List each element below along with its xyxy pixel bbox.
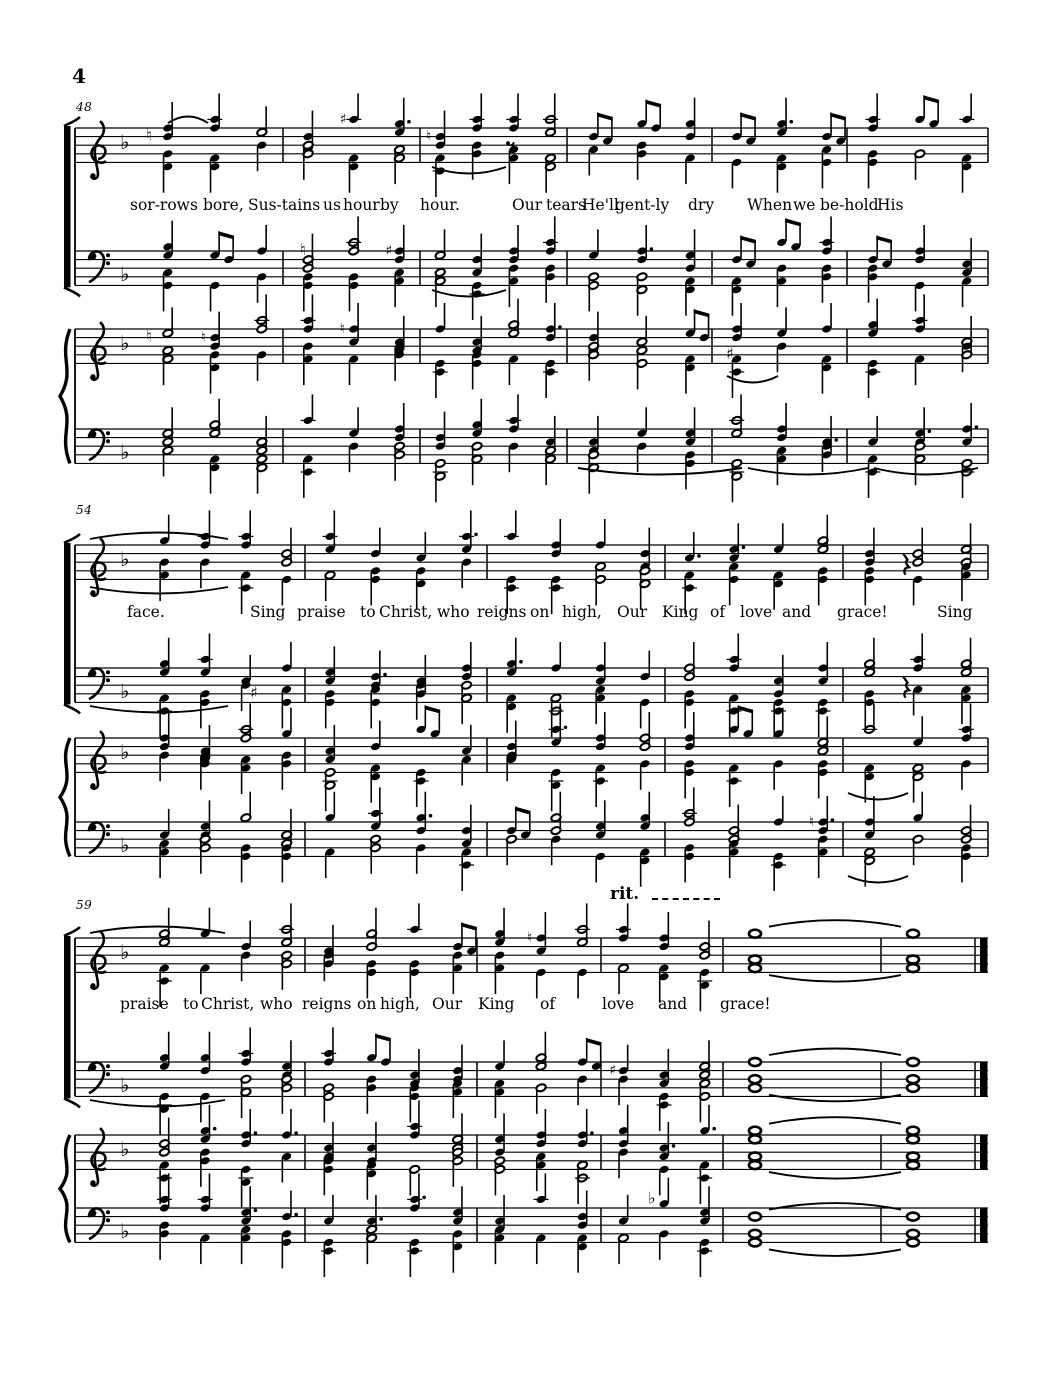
- svg-text:♭: ♭: [120, 1137, 130, 1162]
- page-number: 4: [72, 64, 86, 88]
- lyric-syllable: us: [323, 196, 341, 214]
- lyric-syllable: grace!: [837, 603, 888, 621]
- lyric-syllable: love: [740, 603, 773, 621]
- lyric-syllable: love: [602, 995, 635, 1013]
- lyric-syllable: of: [710, 603, 726, 621]
- lyric-syllable: of: [540, 995, 556, 1013]
- lyric-syllable: by: [380, 196, 399, 214]
- lyric-syllable: reigns: [477, 603, 527, 621]
- svg-text:♮: ♮: [426, 128, 432, 145]
- svg-text:♭: ♭: [120, 832, 130, 857]
- svg-text:♭: ♭: [120, 740, 130, 765]
- system-3-notation: [60, 903, 988, 1277]
- lyric-syllable: we: [793, 196, 816, 214]
- lyric-syllable: bore,: [203, 196, 244, 214]
- svg-text:♮: ♮: [200, 329, 206, 346]
- svg-text:♭: ♭: [120, 331, 130, 356]
- svg-text:♭: ♭: [648, 1188, 656, 1208]
- svg-text:♯: ♯: [339, 111, 347, 128]
- system-1-notation: [60, 93, 988, 502]
- lyric-syllable: dry: [688, 196, 715, 214]
- lyric-syllable: His: [877, 196, 904, 214]
- lyric-syllable: face.: [127, 603, 165, 621]
- lyric-syllable: King: [662, 603, 699, 621]
- lyric-syllable: on: [530, 603, 550, 621]
- svg-text:♯: ♯: [609, 1062, 617, 1079]
- lyric-syllable: who: [260, 995, 293, 1013]
- lyric-syllable: high,: [562, 603, 602, 621]
- svg-text:♭: ♭: [120, 678, 130, 703]
- svg-text:♮: ♮: [300, 240, 306, 259]
- lyric-syllable: Our: [432, 995, 463, 1013]
- svg-text:♮: ♮: [339, 321, 345, 337]
- lyric-syllable: to: [360, 603, 376, 621]
- lyric-syllable: King: [478, 995, 515, 1013]
- lyric-syllable: high,: [380, 995, 420, 1013]
- lyric-syllable: be-hold: [820, 196, 879, 214]
- measure-number-system-2: 54: [76, 503, 93, 517]
- lyric-syllable: When: [747, 196, 793, 214]
- svg-text:♭: ♭: [120, 1072, 130, 1097]
- svg-text:♭: ♭: [120, 130, 130, 155]
- svg-text:♭: ♭: [120, 547, 130, 572]
- measure-number-system-3: 59: [76, 898, 93, 912]
- svg-text:♭: ♭: [120, 439, 130, 464]
- svg-text:♭: ♭: [120, 1218, 130, 1243]
- lyric-syllable: on: [357, 995, 377, 1013]
- svg-text:♭: ♭: [120, 940, 130, 965]
- lyric-syllable: who: [437, 603, 470, 621]
- svg-text:♯: ♯: [726, 343, 734, 363]
- lyric-syllable: Sing: [250, 603, 286, 621]
- lyric-syllable: Christ,: [201, 995, 255, 1013]
- lyric-syllable: Sing: [937, 603, 973, 621]
- svg-text:♮: ♮: [146, 125, 152, 145]
- lyric-syllable: Our: [512, 196, 543, 214]
- lyric-syllable: praise: [120, 995, 169, 1013]
- lyric-syllable: tears: [546, 196, 587, 214]
- svg-text:♯: ♯: [250, 682, 258, 702]
- svg-text:♮: ♮: [146, 326, 152, 346]
- svg-text:♯: ♯: [385, 243, 393, 259]
- lyric-syllable: Sus-tains: [248, 196, 321, 214]
- lyric-syllable: grace!: [720, 995, 771, 1013]
- lyric-syllable: and: [658, 995, 688, 1013]
- lyric-syllable: hour: [343, 196, 380, 214]
- measure-number-system-1: 48: [76, 100, 93, 114]
- lyric-syllable: He'll: [582, 196, 619, 214]
- svg-text:♮: ♮: [808, 814, 814, 830]
- lyric-syllable: Christ,: [379, 603, 433, 621]
- svg-text:♮: ♮: [527, 930, 533, 946]
- lyric-syllable: and: [782, 603, 812, 621]
- lyric-syllable: sor-rows: [130, 196, 198, 214]
- lyric-syllable: to: [183, 995, 199, 1013]
- system-2-notation: [60, 510, 988, 891]
- ritardando-marking: rit.: [610, 884, 640, 904]
- svg-text:♭: ♭: [120, 261, 130, 286]
- lyric-syllable: reigns: [302, 995, 352, 1013]
- lyric-syllable: praise: [297, 603, 346, 621]
- lyric-syllable: hour.: [420, 196, 460, 214]
- lyric-syllable: Our: [617, 603, 648, 621]
- lyric-syllable: gent-ly: [615, 196, 670, 214]
